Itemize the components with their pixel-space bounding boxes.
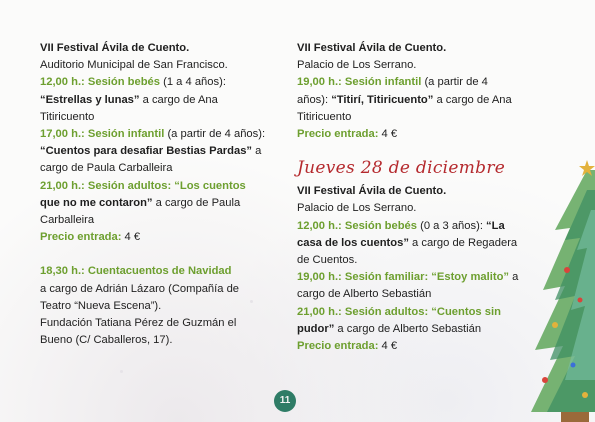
left-price: Precio entrada: 4 € xyxy=(40,231,141,244)
left-event-line: a cargo de Adrián Lázaro (Compañía de xyxy=(40,282,240,295)
right-session-line: cargo de Alberto Sebastián xyxy=(297,288,432,301)
right-price-2: Precio entrada: 4 € xyxy=(297,340,398,353)
right-festival-title: VII Festival Ávila de Cuento. xyxy=(297,42,447,54)
left-session-line: Carballeira xyxy=(40,214,95,227)
right-session-line: años): “Titirí, Titiricuento” a cargo de Ana xyxy=(297,93,512,106)
right-festival-title-2: VII Festival Ávila de Cuento. xyxy=(297,185,447,198)
right-session-line: 21,00 h.: Sesión adultos: “Cuentos sin xyxy=(297,305,501,318)
left-session-line: cargo de Paula Carballeira xyxy=(40,162,173,175)
left-session-line: “Cuentos para desafiar Bestias Pardas” a xyxy=(40,145,262,158)
page-number-badge: 11 xyxy=(274,390,296,412)
right-price: Precio entrada: 4 € xyxy=(297,128,398,141)
right-session-line: pudor” a cargo de Alberto Sebastián xyxy=(297,322,482,335)
christmas-tree-illustration xyxy=(525,150,595,422)
left-festival-title: VII Festival Ávila de Cuento. xyxy=(40,42,190,54)
left-event-venue: Bueno (C/ Caballeros, 17). xyxy=(40,334,173,347)
left-session-line: 12,00 h.: Sesión bebés (1 a 4 años): xyxy=(40,76,226,89)
right-venue-2: Palacio de Los Serrano. xyxy=(297,202,417,215)
left-session-line: que no me contaron” a cargo de Paula xyxy=(40,196,241,209)
right-session-line: casa de los cuentos” a cargo de Regadera xyxy=(297,236,518,249)
left-event-title: 18,30 h.: Cuentacuentos de Navidad xyxy=(40,265,232,278)
left-session-line: “Estrellas y lunas” a cargo de Ana xyxy=(40,93,218,106)
right-column xyxy=(297,40,559,355)
left-session-line: Titiricuento xyxy=(40,110,95,123)
right-session-line: de Cuentos. xyxy=(297,254,358,267)
right-venue: Palacio de Los Serrano. xyxy=(297,59,417,72)
left-session-line: 17,00 h.: Sesión infantil (a partir de 4 años): xyxy=(40,128,266,141)
snowflake-decoration xyxy=(120,370,123,373)
date-heading: Jueves 28 de diciembre xyxy=(297,158,506,179)
right-session-line: 12,00 h.: Sesión bebés (0 a 3 años): “La xyxy=(297,219,505,232)
right-session-line: Titiricuento xyxy=(297,110,352,123)
left-column xyxy=(40,40,280,349)
left-event-line: Teatro “Nueva Escena”). xyxy=(40,299,162,312)
right-session-line: 19,00 h.: Sesión infantil (a partir de 4 xyxy=(297,76,488,89)
right-session-line: 19,00 h.: Sesión familiar: “Estoy malito” a xyxy=(297,271,519,284)
left-venue: Auditorio Municipal de San Francisco. xyxy=(40,59,228,72)
left-session-line: 21,00 h.: Sesión adultos: “Los cuentos xyxy=(40,179,246,192)
left-event-venue: Fundación Tatiana Pérez de Guzmán el xyxy=(40,317,237,330)
